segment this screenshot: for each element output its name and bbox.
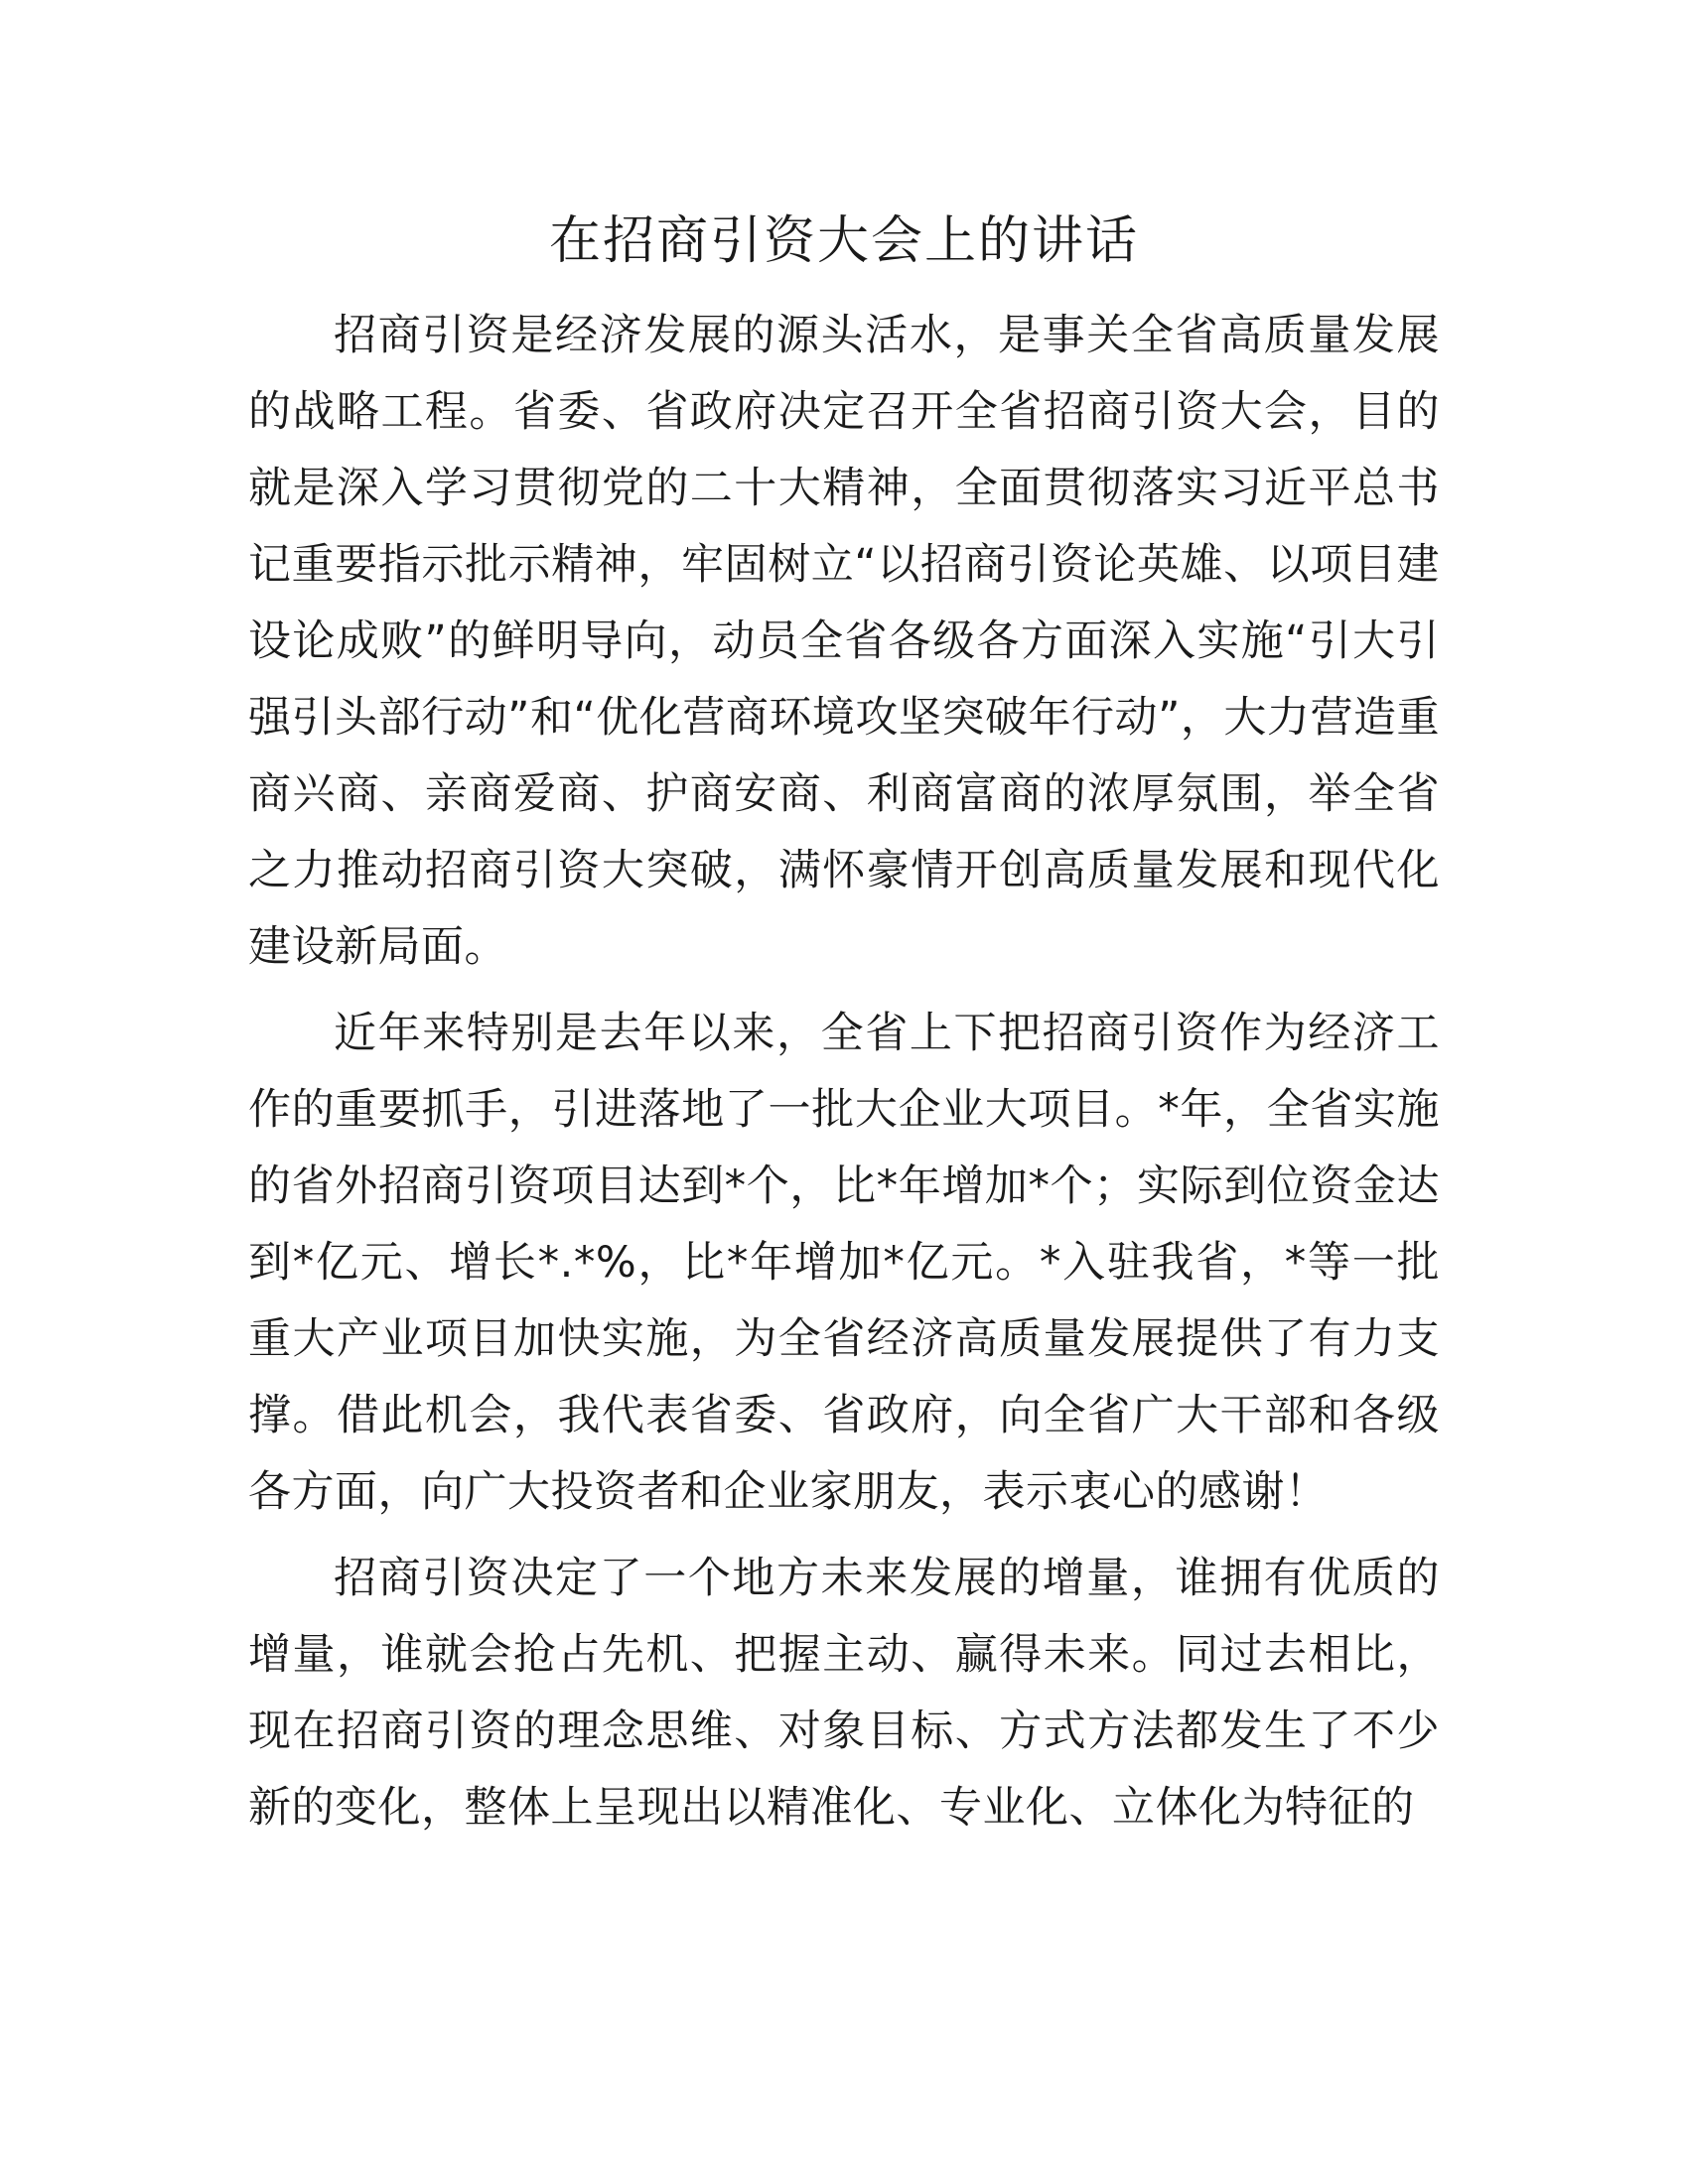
document-title: 在招商引资大会上的讲话 xyxy=(548,211,1139,271)
paragraph: 招商引资是经济发展的源头活水，是事关全省高质量发展的战略工程。省委、省政府决定召开全省招商引资大会，目的就是深入学习贯彻党的二十大精神，全面贯彻落实习近平总书记重要指示批示精神，牢固树立“以招商引资论英雄、以项目建设论成败”的鲜明导向，动员全省各级各方面深入实施“引大引强引头部行动”和“优化营商环境攻坚突破年行动”，大力营造重商兴商、亲商爱商、护商安商、利商富商的浓厚氛围，举全省之力推动招商引资大突破，满怀豪情开创高质量发展和现代化建设新局面。 xyxy=(248,311,1440,972)
paragraph: 近年来特别是去年以来，全省上下把招商引资作为经济工作的重要抓手，引进落地了一批大企业大项目。*年，全省实施的省外招商引资项目达到*个，比*年增加*个；实际到位资金达到*亿元、增长*.*%，比*年增加*亿元。*入驻我省，*等一批重大产业项目加快实施，为全省经济高质量发展提供了有力支撑。借此机会，我代表省委、省政府，向全省广大干部和各级各方面，向广大投资者和企业家朋友，表示衷心的感谢！ xyxy=(248,1009,1440,1517)
document-body xyxy=(248,298,1440,1856)
paragraph: 招商引资决定了一个地方未来发展的增量，谁拥有优质的增量，谁就会抢占先机、把握主动、赢得未来。同过去相比，现在招商引资的理念思维、对象目标、方式方法都发生了不少新的变化，整体上呈现出以精准化、专业化、立体化为特征的 xyxy=(248,1554,1440,1833)
